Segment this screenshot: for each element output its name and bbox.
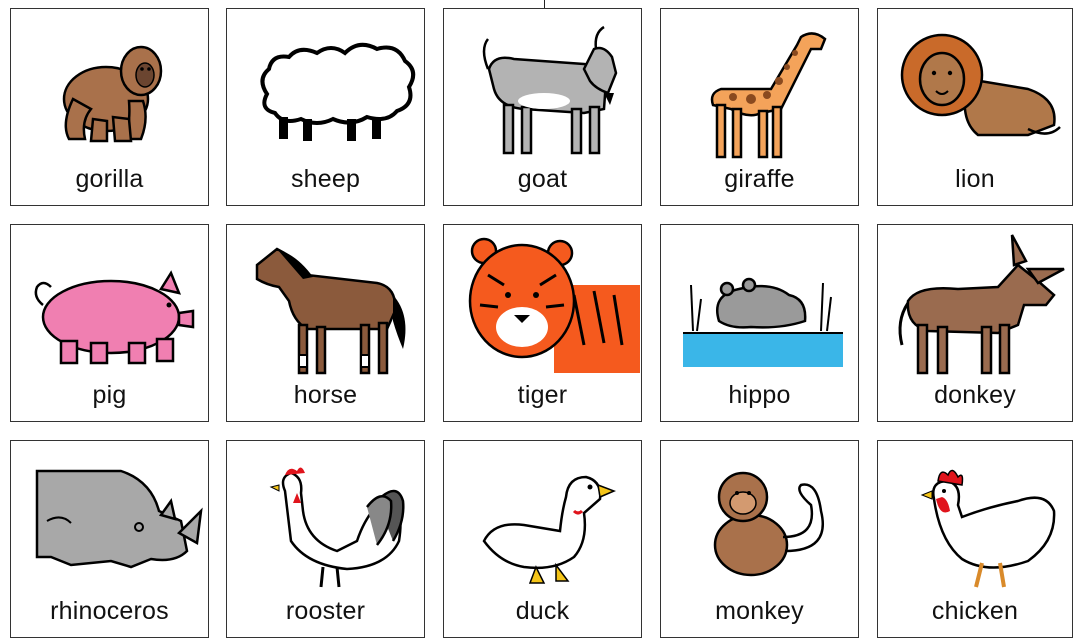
card-label: horse [293, 381, 358, 409]
donkey-icon [878, 225, 1073, 375]
card-label: monkey [715, 597, 804, 625]
card-label: pig [92, 381, 127, 409]
card-gorilla[interactable] [10, 8, 209, 206]
card-label: giraffe [724, 165, 795, 193]
card-chicken[interactable] [877, 440, 1073, 638]
card-sheep[interactable] [226, 8, 425, 206]
card-label: rhinoceros [50, 597, 169, 625]
card-hippo[interactable] [660, 224, 859, 422]
card-label: goat [517, 165, 568, 193]
gorilla-icon [11, 9, 208, 159]
card-label: lion [955, 165, 995, 193]
sheep-icon [227, 9, 424, 159]
card-pig[interactable] [10, 224, 209, 422]
card-horse[interactable] [226, 224, 425, 422]
card-goat[interactable] [443, 8, 642, 206]
card-label: donkey [934, 381, 1016, 409]
chicken-icon [878, 441, 1073, 591]
card-monkey[interactable] [660, 440, 859, 638]
card-label: chicken [931, 597, 1019, 625]
card-label: duck [515, 597, 570, 625]
card-tiger[interactable] [443, 224, 642, 422]
card-rhinoceros[interactable] [10, 440, 209, 638]
lion-icon [878, 9, 1073, 159]
card-lion[interactable] [877, 8, 1073, 206]
goat-icon [444, 9, 641, 159]
card-label: rooster [285, 597, 366, 625]
card-label: hippo [728, 381, 791, 409]
duck-icon [444, 441, 641, 591]
top-divider [544, 0, 545, 8]
horse-icon [227, 225, 424, 375]
hippo-icon [661, 225, 858, 375]
card-label: gorilla [75, 165, 144, 193]
pig-icon [11, 225, 208, 375]
tiger-icon [444, 225, 641, 375]
card-duck[interactable] [443, 440, 642, 638]
card-label: tiger [517, 381, 568, 409]
card-rooster[interactable] [226, 440, 425, 638]
animal-card-grid [10, 8, 1073, 641]
card-giraffe[interactable] [660, 8, 859, 206]
monkey-icon [661, 441, 858, 591]
rooster-icon [227, 441, 424, 591]
card-donkey[interactable] [877, 224, 1073, 422]
rhinoceros-icon [11, 441, 208, 591]
giraffe-icon [661, 9, 858, 159]
card-label: sheep [290, 165, 361, 193]
